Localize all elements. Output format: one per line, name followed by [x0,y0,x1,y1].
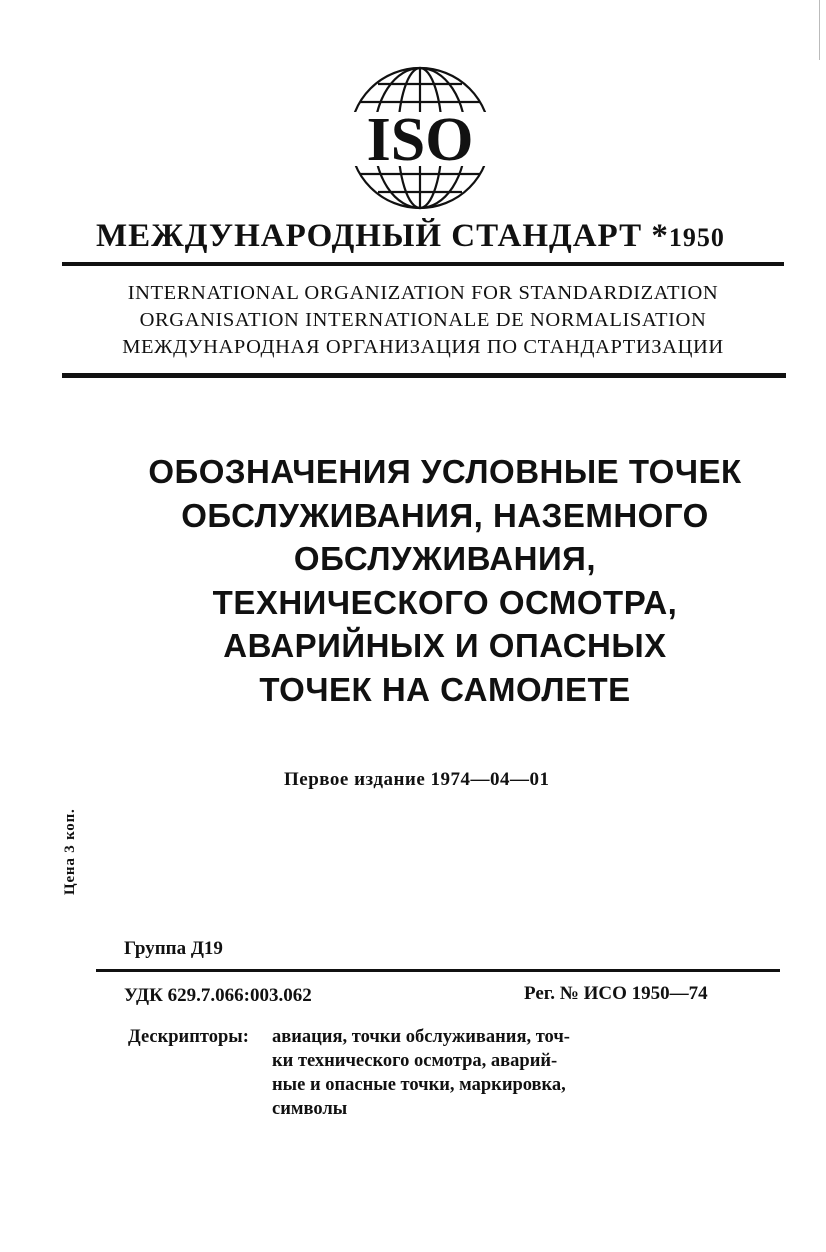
org-line-ru: МЕЖДУНАРОДНАЯ ОРГАНИЗАЦИЯ ПО СТАНДАРТИЗАЦИИ [122,336,724,358]
standard-title-text: МЕЖДУНАРОДНЫЙ СТАНДАРТ [96,218,643,254]
title-line-5: АВАРИЙНЫХ И ОПАСНЫХ [223,627,667,664]
registration-number: Рег. № ИСО 1950—74 [524,983,708,1004]
organizations-block [60,280,786,361]
iso-logo-text: ISO [366,106,474,174]
standard-star: * [651,218,669,254]
bottom-rule [96,969,780,972]
title-line-1: ОБОЗНАЧЕНИЯ УСЛОВНЫЕ ТОЧЕК [148,453,742,490]
descriptors-label: Дескрипторы: [128,1027,249,1047]
org-line-fr: ORGANISATION INTERNATIONALE DE NORMALISATION [139,309,707,331]
middle-rule [62,373,786,378]
standard-title [96,218,756,255]
group-label: Группа Д19 [124,938,223,959]
standard-number: 1950 [668,223,725,252]
udk-code: УДК 629.7.066:003.062 [124,985,312,1006]
price-label: Цена 3 коп. [62,808,78,895]
title-line-6: ТОЧЕК НА САМОЛЕТЕ [259,670,631,708]
page-edge-line [819,0,820,60]
descriptors-text: авиация, точки обслуживания, точ- ки технического осмотра, аварий- ные и опасные точки, маркировка, символы [272,1027,570,1119]
top-rule [62,262,784,266]
title-line-3: ОБСЛУЖИВАНИЯ, [293,540,597,577]
org-line-en: INTERNATIONAL ORGANIZATION FOR STANDARDIZATION [127,282,719,304]
edition-date: Первое издание 1974—04—01 [284,769,550,790]
title-line-2: ОБСЛУЖИВАНИЯ, НАЗЕМНОГО [181,496,709,534]
title-line-4: ТЕХНИЧЕСКОГО ОСМОТРА, [212,583,678,621]
iso-logo-icon [346,64,494,212]
document-title [100,450,790,711]
